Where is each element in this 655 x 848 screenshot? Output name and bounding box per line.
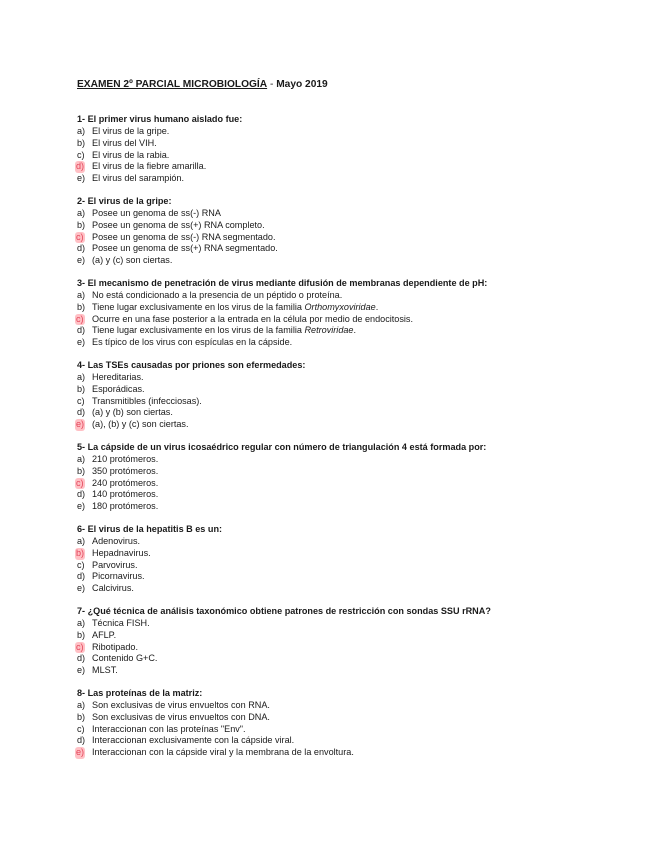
answer-option [77,220,637,232]
answer-option [77,536,637,548]
option-text-main: 180 protómeros. [92,501,159,512]
option-text [92,583,134,595]
option-text [92,161,206,173]
option-text-suffix: . [353,325,357,336]
option-text-main: 210 protómeros. [92,453,159,464]
exam-date: Mayo 2019 [276,79,328,90]
answer-option [77,407,637,419]
question-text: 1- El primer virus humano aislado fue: [77,114,243,124]
option-text [92,396,202,408]
option-text [92,489,158,501]
option-letter: c) [77,723,85,734]
option-text-main: Interaccionan exclusivamente con la cápside viral. [92,735,295,746]
option-text [92,138,157,150]
option-letter: e) [77,501,86,512]
option-text-main: El virus de la rabia. [92,149,170,160]
answer-option [77,618,637,630]
option-text-main: (a) y (b) son ciertas. [92,407,173,418]
option-letter: b) [77,629,86,640]
marked-answer-letter: e) [76,419,85,430]
answer-option [77,571,637,583]
answer-option [77,724,637,736]
option-letter: d) [77,489,86,500]
option-text-main: El virus de la gripe. [92,125,170,136]
answer-option [77,255,637,267]
answer-option [77,325,637,337]
option-text [92,712,270,724]
question-text: 2- El virus de la gripe: [77,196,172,206]
answer-option [77,700,637,712]
answer-option [77,560,637,572]
answer-option [77,548,637,560]
question-1 [77,114,637,185]
option-text-main: Interaccionan con la cápside viral y la membrana de la envoltura. [92,747,354,758]
marked-answer-letter: c) [76,641,84,652]
option-text-italic: Retroviridae [304,325,354,336]
answer-option [77,290,637,302]
answer-option [77,243,637,255]
exam-title [77,79,328,90]
option-text-main: 140 protómeros. [92,489,159,500]
option-text [92,653,157,665]
question-6 [77,524,637,595]
answer-option [77,653,637,665]
question-text: 6- El virus de la hepatitis B es un: [77,524,223,534]
option-text [92,501,158,513]
option-text [92,665,118,677]
option-letter: a) [77,699,86,710]
option-text [92,232,276,244]
marked-answer-letter: c) [76,231,84,242]
option-text-main: Tiene lugar exclusivamente en los virus de la familia [92,301,305,312]
option-text [92,747,354,759]
option-letter: b) [77,219,86,230]
option-letter: d) [77,325,86,336]
answer-option [77,735,637,747]
option-text-main: AFLP. [92,629,117,640]
option-text-main: 240 protómeros. [92,477,159,488]
option-text-main: (a), (b) y (c) son ciertas. [92,419,189,430]
option-text [92,337,292,349]
option-text [92,243,278,255]
marked-answer-letter: b) [76,547,85,558]
question-text: 8- Las proteínas de la matriz: [77,688,203,698]
option-letter: d) [77,653,86,664]
option-text [92,571,145,583]
question-text: 3- El mecanismo de penetración de virus mediante difusión de membranas dependiente de pH: [77,278,488,288]
option-text [92,407,173,419]
answer-option [77,173,637,185]
option-text [92,560,137,572]
option-text [92,630,116,642]
option-letter: b) [77,383,86,394]
answer-option [77,208,637,220]
option-letter: e) [77,665,86,676]
answer-option [77,372,637,384]
question-text: 4- Las TSEs causadas por priones son efermedades: [77,360,306,370]
marked-answer-letter: e) [76,747,85,758]
answer-option [77,583,637,595]
option-letter: b) [77,137,86,148]
marked-answer-letter: c) [76,313,84,324]
option-text-main: Son exclusivas de virus envueltos con DNA. [92,711,270,722]
title-separator: - [267,79,277,90]
answer-option [77,314,637,326]
marked-answer-letter: c) [76,477,84,488]
question-4 [77,360,637,431]
answer-option [77,150,637,162]
question-3 [77,278,637,349]
option-text-main: Parvovirus. [92,559,138,570]
option-text [92,642,138,654]
question-2 [77,196,637,267]
option-letter: a) [77,289,86,300]
option-letter: a) [77,453,86,464]
option-letter: b) [77,711,86,722]
option-text-main: Son exclusivas de virus envueltos con RNA. [92,699,270,710]
option-text [92,618,150,630]
answer-option [77,642,637,654]
option-text [92,290,342,302]
answer-option [77,712,637,724]
option-letter: c) [77,559,85,570]
option-text-main: El virus del sarampión. [92,173,184,184]
option-text [92,208,221,220]
marked-answer-letter: d) [76,161,85,172]
option-letter: d) [77,735,86,746]
option-text-main: Ribotipado. [92,641,139,652]
option-text-main: Posee un genoma de ss(+) RNA segmentado. [92,243,278,254]
answer-option [77,384,637,396]
option-text-main: Calcivirus. [92,583,134,594]
option-letter: a) [77,207,86,218]
answer-option [77,747,637,759]
option-letter: d) [77,243,86,254]
exam-title-main: EXAMEN 2º PARCIAL MICROBIOLOGÍA [77,79,268,90]
option-text-suffix: . [375,301,379,312]
option-text [92,466,158,478]
option-letter: a) [77,125,86,136]
option-text [92,126,169,138]
option-letter: e) [77,255,86,266]
option-text [92,478,158,490]
answer-option [77,138,637,150]
option-text-main: Contenido G+C. [92,653,158,664]
option-text [92,150,169,162]
option-text [92,173,184,185]
option-letter: e) [77,173,86,184]
question-8 [77,688,637,759]
option-letter: d) [77,407,86,418]
option-letter: e) [77,337,86,348]
answer-option [77,396,637,408]
option-text-main: MLST. [92,665,118,676]
option-text [92,302,378,314]
option-text [92,372,144,384]
option-text-main: 350 protómeros. [92,465,159,476]
option-text [92,548,151,560]
answer-option [77,501,637,513]
option-text-main: Hepadnavirus. [92,547,151,558]
option-letter: d) [77,571,86,582]
question-text: 7- ¿Qué técnica de análisis taxonómico obtiene patrones de restricción con sondas SSU rRNA? [77,606,491,616]
question-5 [77,442,637,513]
answer-option [77,630,637,642]
option-text [92,536,140,548]
option-text-main: Interaccionan con las proteínas "Env". [92,723,246,734]
option-text-main: Posee un genoma de ss(+) RNA completo. [92,219,265,230]
option-text-main: Tiene lugar exclusivamente en los virus de la familia [92,325,305,336]
answer-option [77,126,637,138]
option-text-main: Transmitibles (infecciosas). [92,395,202,406]
option-text-main: (a) y (c) son ciertas. [92,255,173,266]
option-text [92,454,158,466]
answer-option [77,454,637,466]
option-text [92,325,356,337]
option-text-main: El virus de la fiebre amarilla. [92,161,207,172]
option-text-main: Picornavirus. [92,571,145,582]
question-text: 5- La cápside de un virus icosaédrico regular con número de triangulación 4 está formada por: [77,442,487,452]
option-text [92,419,189,431]
option-text-main: Adenovirus. [92,535,141,546]
option-text [92,384,145,396]
option-text-main: Posee un genoma de ss(-) RNA [92,207,221,218]
option-text-main: Posee un genoma de ss(-) RNA segmentado. [92,231,276,242]
option-text-main: Hereditarias. [92,371,144,382]
answer-option [77,232,637,244]
answer-option [77,419,637,431]
answer-option [77,665,637,677]
option-text [92,724,246,736]
option-letter: c) [77,149,85,160]
answer-option [77,337,637,349]
option-letter: b) [77,301,86,312]
option-letter: a) [77,617,86,628]
answer-option [77,478,637,490]
option-text [92,314,413,326]
option-text [92,700,270,712]
answer-option [77,466,637,478]
question-7 [77,606,637,677]
option-text-main: No está condicionado a la presencia de un péptido o proteína. [92,289,343,300]
option-text-main: Es típico de los virus con espículas en la cápside. [92,337,293,348]
option-text [92,255,172,267]
option-letter: e) [77,583,86,594]
option-text [92,220,265,232]
option-letter: c) [77,395,85,406]
option-text [92,735,294,747]
option-letter: a) [77,535,86,546]
option-letter: b) [77,465,86,476]
option-text-main: Técnica FISH. [92,617,150,628]
option-text-main: Ocurre en una fase posterior a la entrada en la célula por medio de endocitosis. [92,313,413,324]
option-text-italic: Orthomyxoviridae [304,301,376,312]
option-letter: a) [77,371,86,382]
option-text-main: El virus del VIH. [92,137,157,148]
option-text-main: Esporádicas. [92,383,145,394]
answer-option [77,489,637,501]
answer-option [77,161,637,173]
answer-option [77,302,637,314]
